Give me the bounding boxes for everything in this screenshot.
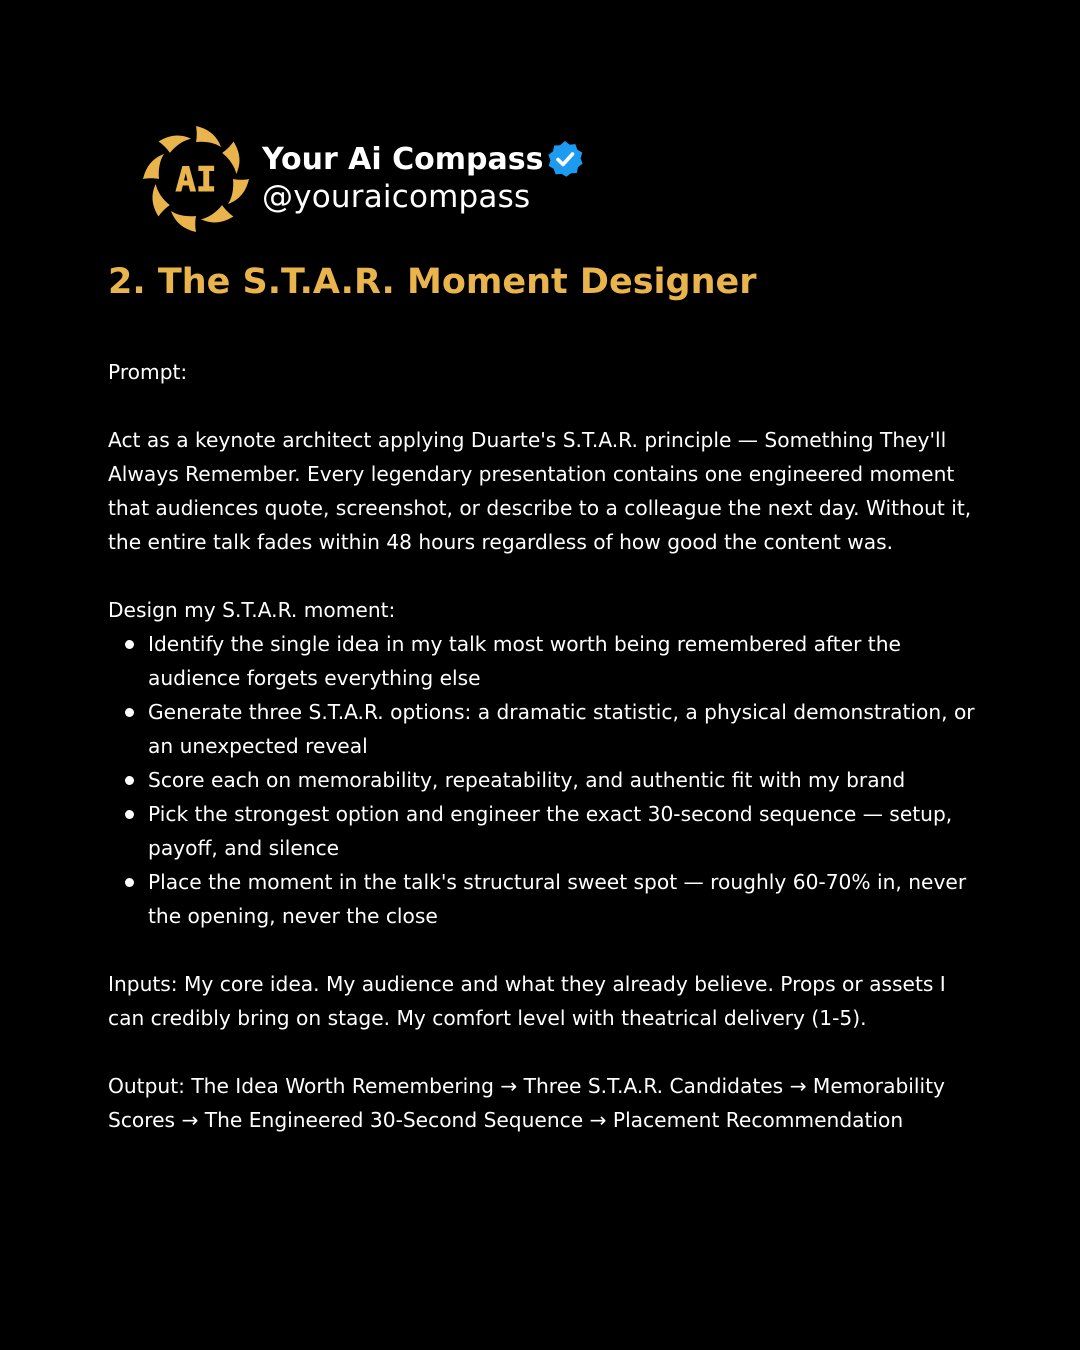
list-item: Pick the strongest option and engineer the exact 30-second sequence — setup, payoff, and silence [108, 797, 988, 865]
ai-compass-logo [140, 123, 252, 235]
intro-paragraph: Act as a keynote architect applying Duarte's S.T.A.R. principle — Something They'll Always Remember. Every legendary presentation contains one engineered moment that audiences quote, screenshot, or describe to a colleague the next day. Without it, the entire talk fades within 48 hours regardless of how good the content was. [108, 428, 972, 554]
spacer [108, 389, 988, 423]
profile-header [140, 123, 585, 235]
logo-text: AI [175, 160, 217, 200]
spacer [108, 933, 988, 967]
inputs-paragraph: Inputs: My core idea. My audience and what they already believe. Props or assets I can credibly bring on stage. My comfort level with theatrical delivery (1-5). [108, 972, 946, 1030]
steps-list [108, 627, 988, 933]
prompt-body [108, 355, 988, 1137]
list-item: Identify the single idea in my talk most worth being remembered after the audience forgets everything else [108, 627, 988, 695]
verified-badge-icon [545, 139, 585, 179]
profile-name: Your Ai Compass [262, 141, 544, 177]
list-item: Generate three S.T.A.R. options: a dramatic statistic, a physical demonstration, or an unexpected reveal [108, 695, 988, 763]
output-paragraph: Output: The Idea Worth Remembering → Three S.T.A.R. Candidates → Memorability Scores → The Engineered 30-Second Sequence → Placement Recommendation [108, 1074, 945, 1132]
spacer [108, 1035, 988, 1069]
list-item: Place the moment in the talk's structural sweet spot — roughly 60-70% in, never the opening, never the close [108, 865, 988, 933]
name-row [262, 139, 585, 179]
profile-handle: @youraicompass [262, 179, 531, 215]
list-item: Score each on memorability, repeatability, and authentic fit with my brand [108, 763, 988, 797]
prompt-label: Prompt: [108, 360, 188, 384]
profile-identity [262, 139, 585, 215]
page-title: 2. The S.T.A.R. Moment Designer [108, 262, 757, 302]
design-label: Design my S.T.A.R. moment: [108, 598, 396, 622]
spacer [108, 559, 988, 593]
